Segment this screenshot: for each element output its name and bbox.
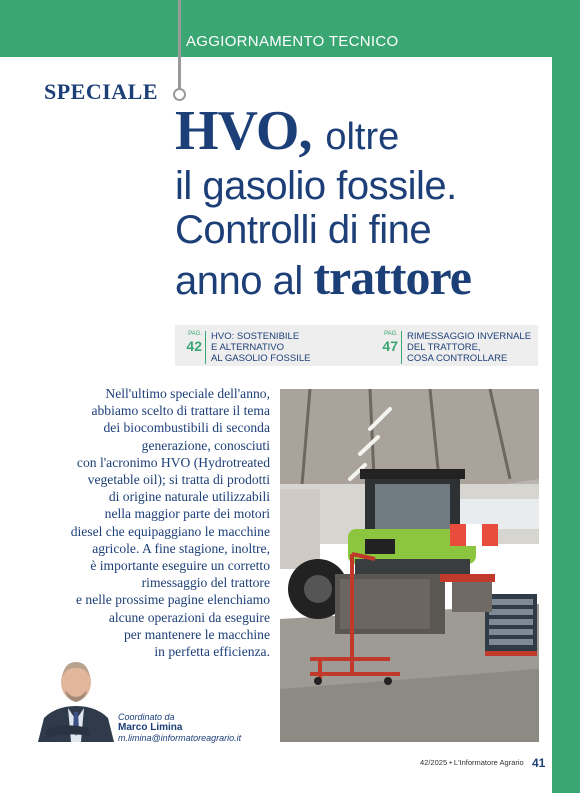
toc-pag-label: PAG. [384, 331, 398, 337]
intro-line: generazione, conosciuti [141, 437, 270, 453]
right-edge-band [552, 0, 580, 793]
toc-line: AL GASOLIO FOSSILE [211, 353, 311, 364]
page-number: 41 [532, 756, 546, 770]
toc-line: COSA CONTROLLARE [407, 353, 508, 364]
intro-line: con l'acronimo HVO (Hydrotreated [76, 454, 270, 470]
speciale-label: SPECIALE [44, 79, 159, 104]
toc-text [405, 331, 531, 364]
toc-line: DEL TRATTORE, [407, 342, 481, 353]
intro-line: diesel che equipaggiano le macchine [70, 523, 270, 539]
intro-line: nella maggior parte dei motori [104, 506, 270, 522]
toc-text [209, 331, 310, 364]
toc-item-rimessaggio[interactable] [371, 331, 531, 364]
intro-paragraph [30, 385, 270, 660]
title-oltre: oltre [325, 116, 400, 158]
intro-line: è importante eseguire un corretto [90, 558, 270, 574]
toc-pag-label: PAG. [188, 331, 202, 337]
author-credit [118, 712, 241, 743]
toc-line: RIMESSAGGIO INVERNALE [407, 331, 532, 342]
title-line-1 [175, 100, 471, 164]
intro-line: di origine naturale utilizzabili [108, 489, 270, 505]
intro-line: Nell'ultimo speciale dell'anno, [105, 386, 270, 401]
author-name: Marco Limina [118, 722, 183, 733]
author-email[interactable]: m.limina@informatoreagrario.it [118, 733, 242, 743]
author-photo [34, 650, 118, 742]
tractor-workshop-photo [280, 389, 539, 742]
intro-line: per mantenere le macchine [123, 626, 270, 642]
intro-line: alcune operazioni da eseguire [108, 609, 270, 625]
section-label: AGGIORNAMENTO TECNICO [186, 33, 399, 50]
title-anno-al: anno al [175, 259, 303, 303]
toc-line: HVO: SOSTENIBILE [211, 331, 300, 342]
section-divider-line [178, 0, 181, 92]
intro-line: dei biocombustibili di seconda [103, 420, 270, 436]
title-line-3: Controlli di fine [175, 208, 432, 252]
toc-page-number: 42 [186, 338, 202, 354]
page-title [175, 100, 471, 306]
intro-line: in perfetta efficienza. [154, 644, 270, 660]
intro-line: rimessaggio del trattore [141, 575, 270, 591]
toc-page-ref [175, 331, 206, 364]
title-line-4 [175, 249, 471, 306]
credit-label: Coordinato da [118, 712, 175, 722]
toc-line: E ALTERNATIVO [211, 342, 285, 353]
intro-line: abbiamo scelto di trattare il tema [91, 403, 270, 419]
table-of-contents [175, 325, 538, 366]
title-trattore: trattore [313, 249, 471, 305]
intro-line: e nelle prossime pagine elenchiamo [75, 592, 270, 608]
toc-item-hvo[interactable] [175, 331, 310, 364]
intro-line: vegetable oil); si tratta di prodotti [87, 472, 270, 488]
toc-page-number: 47 [382, 338, 398, 354]
toc-page-ref [371, 331, 402, 364]
footer-issue: 42/2025 • L'Informatore Agrario [420, 758, 524, 767]
intro-line: agricole. A fine stagione, inoltre, [92, 540, 270, 556]
title-line-2: il gasolio fossile. [175, 164, 457, 208]
title-hvo: HVO, [175, 100, 312, 162]
